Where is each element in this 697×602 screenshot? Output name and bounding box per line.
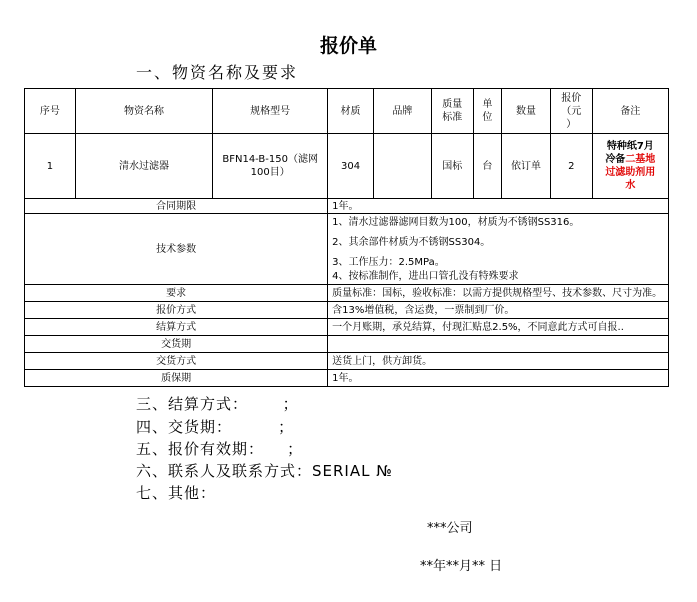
tech-param-line: 3、工作压力：2.5MPa。: [332, 256, 445, 268]
tech-param-line: 1、清水过滤器滤网目数为100，材质为不锈钢SS316。: [332, 216, 580, 228]
header-spec: 规格型号: [213, 89, 328, 134]
contract-period-row: [25, 199, 669, 214]
contract-period-value: 1年。: [328, 199, 669, 214]
requirements-row: [25, 285, 669, 302]
settlement-label: 结算方式: [25, 319, 328, 336]
table-row: [25, 134, 669, 199]
contract-period-label: 合同期限: [25, 199, 328, 214]
requirements-value: 质量标准：国标，验收标准：以需方提供规格型号、技术参数、尺寸为准。: [328, 285, 669, 302]
delivery-method-value: 送货上门，供方卸货。: [328, 353, 669, 370]
cell-spec-line2: 100目）: [250, 167, 290, 178]
settlement-row: [25, 319, 669, 336]
delivery-period-line: 四、交货期： ；: [136, 418, 295, 436]
warranty-value: 1年。: [328, 370, 669, 387]
header-remark: 备注: [592, 89, 668, 134]
header-price-line1: 报价: [561, 92, 582, 104]
header-quality-line2: 标准: [442, 112, 463, 123]
cell-remark-line2: [595, 153, 666, 166]
header-seq: 序号: [25, 89, 76, 134]
header-brand: 品牌: [373, 89, 431, 134]
header-name: 物资名称: [75, 89, 212, 134]
cell-material: 304: [328, 134, 374, 199]
delivery-method-row: [25, 353, 669, 370]
table-header-row: [25, 89, 669, 134]
requirements-label: 要求: [25, 285, 328, 302]
document-title: 报价单: [319, 35, 377, 57]
header-quality: [431, 89, 473, 134]
tech-param-line: 4、按标准制作，进出口管孔没有特殊要求: [332, 270, 519, 282]
cell-spec: [213, 134, 328, 199]
header-price-line3: ）: [566, 118, 577, 130]
quote-method-value: 含13%增值税，含运费，一票制到厂价。: [328, 302, 669, 319]
quote-validity-line: 五、报价有效期： ；: [136, 440, 304, 458]
quotation-table: [24, 88, 669, 387]
tech-param-line: 2、其余部件材质为不锈钢SS304。: [332, 236, 491, 248]
company-name: ***公司: [427, 521, 473, 536]
cell-remark-line2a: 冷备: [605, 154, 626, 165]
cell-quality: 国标: [431, 134, 473, 199]
header-price: [550, 89, 592, 134]
header-unit-line2: 位: [482, 112, 493, 123]
cell-spec-line1: BFN14-B-150（滤网: [222, 154, 318, 165]
quote-method-row: [25, 302, 669, 319]
header-quality-line1: 质量: [442, 99, 463, 110]
delivery-period-label: 交货期: [25, 336, 328, 353]
delivery-period-value: [328, 336, 669, 353]
cell-remark: [592, 134, 668, 199]
quote-method-label: 报价方式: [25, 302, 328, 319]
section-heading: 一、物资名称及要求: [136, 63, 299, 82]
cell-remark-line1: 特种纸7月: [606, 141, 654, 152]
cell-remark-line3: 过滤助剂用: [605, 167, 656, 178]
header-unit: [473, 89, 501, 134]
cell-remark-line2b: 二基地: [625, 154, 656, 165]
other-line: 七、其他：: [136, 484, 217, 502]
warranty-label: 质保期: [25, 370, 328, 387]
tech-params-row: [25, 214, 669, 285]
cell-seq: 1: [25, 134, 76, 199]
tech-params-label: 技术参数: [25, 214, 328, 285]
cell-name: 清水过滤器: [75, 134, 212, 199]
cell-price: 2: [550, 134, 592, 199]
settlement-method-line: 三、结算方式： ；: [136, 395, 299, 413]
delivery-period-row: [25, 336, 669, 353]
header-unit-line1: 单: [482, 99, 493, 110]
cell-brand: [373, 134, 431, 199]
tech-params-value: [328, 214, 669, 285]
header-quantity: 数量: [502, 89, 551, 134]
warranty-row: [25, 370, 669, 387]
delivery-method-label: 交货方式: [25, 353, 328, 370]
header-price-line2: （元: [561, 105, 582, 117]
cell-remark-line4: 水: [625, 180, 636, 191]
settlement-value: 一个月账期，承兑结算，付现汇贴息2.5%，不同意此方式可自报..: [328, 319, 669, 336]
contact-line: 六、联系人及联系方式：SERIAL №: [136, 462, 393, 480]
header-material: 材质: [328, 89, 374, 134]
cell-quantity: 依订单: [502, 134, 551, 199]
cell-unit: 台: [473, 134, 501, 199]
signature-date: **年**月** 日: [420, 559, 503, 574]
